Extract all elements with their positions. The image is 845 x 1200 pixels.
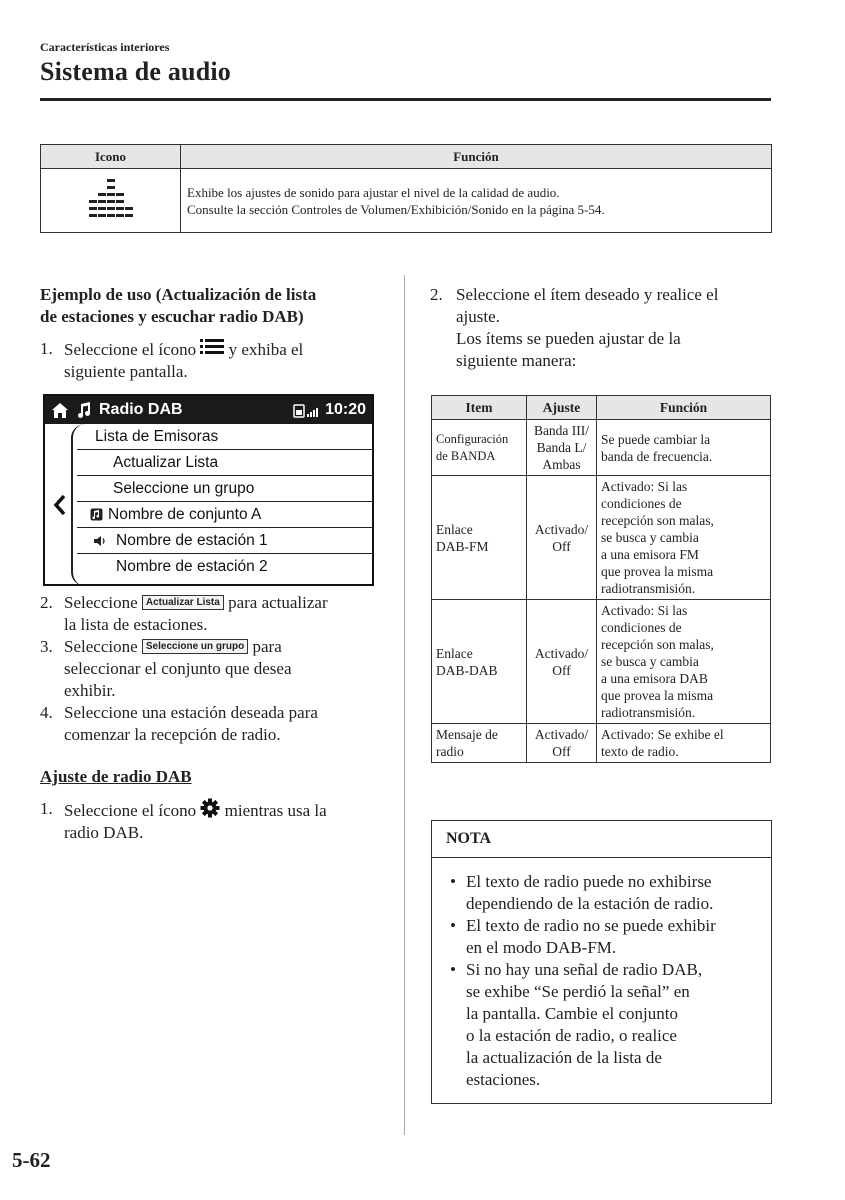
cell-line: Off	[552, 538, 571, 554]
cell-line: Activado: Si las	[601, 603, 688, 618]
cell-line: que provea la misma	[601, 564, 714, 579]
step-3	[40, 636, 380, 702]
adjust-cell	[527, 724, 597, 763]
cell-line: texto de radio.	[601, 744, 679, 759]
function-text-line-2: Consulte la sección Controles de Volumen/Exhibición/Sonido en la página 5-54.	[187, 201, 605, 217]
list-item-select-group[interactable]	[77, 476, 372, 502]
function-column-header: Función	[181, 145, 772, 169]
function-text-line-1: Exhibe los ajustes de sonido para ajustar el nivel de la calidad de audio.	[187, 184, 560, 200]
note-line: la actualización de la lista de	[466, 1048, 662, 1067]
equalizer-icon	[87, 177, 135, 221]
step-text: Seleccione el ítem deseado y realice el	[456, 285, 719, 304]
note-list	[448, 871, 761, 1091]
cell-line: Activado: Se exhibe el	[601, 727, 724, 742]
list-item-label: Lista de Emisoras	[95, 427, 219, 445]
step-text: y exhiba el	[228, 340, 304, 359]
title-divider	[40, 98, 771, 101]
cell-line: radiotransmisión.	[601, 581, 696, 596]
section-label: Características interiores	[40, 40, 170, 54]
note-line: la pantalla. Cambie el conjunto	[466, 1004, 678, 1023]
cell-line: radiotransmisión.	[601, 705, 696, 720]
gear-icon	[200, 798, 220, 818]
right-column	[430, 284, 772, 372]
bullet: •	[450, 872, 456, 891]
function-cell	[597, 476, 771, 600]
list-item-ensemble[interactable]	[77, 502, 372, 528]
step-text: Los ítems se pueden ajustar de la	[456, 329, 681, 348]
note-line: estaciones.	[466, 1070, 541, 1089]
function-cell	[181, 169, 772, 233]
step-1	[40, 338, 380, 383]
item-cell	[432, 476, 527, 600]
step-text: ajuste.	[456, 307, 500, 326]
screen-header	[45, 396, 372, 424]
step-text: Seleccione el ícono	[64, 340, 197, 359]
list-item-update[interactable]	[77, 450, 372, 476]
column-divider	[404, 275, 405, 1135]
cell-line: Off	[552, 744, 571, 759]
update-list-button: Actualizar Lista	[142, 595, 224, 610]
chevron-left-icon	[53, 494, 67, 516]
table-row	[432, 476, 771, 600]
step-number: 1.	[40, 799, 53, 818]
cell-line: Configuración	[436, 431, 509, 446]
step-text: Seleccione una estación deseada para	[64, 703, 318, 722]
step-text: la lista de estaciones.	[64, 615, 208, 634]
list-item-station-1[interactable]	[77, 528, 372, 554]
table-row	[432, 600, 771, 724]
note-item	[448, 915, 761, 959]
adjust-cell	[527, 420, 597, 476]
cell-line: de BANDA	[436, 448, 496, 463]
cell-line: Mensaje de	[436, 727, 498, 742]
example-heading-line-2: de estaciones y escuchar radio DAB)	[40, 307, 304, 326]
radio-dab-screen	[43, 394, 374, 586]
table-row	[432, 420, 771, 476]
signal-icon	[293, 402, 321, 418]
item-cell	[432, 420, 527, 476]
function-cell	[597, 420, 771, 476]
item-cell	[432, 600, 527, 724]
home-icon	[51, 402, 69, 419]
cell-line: Enlace	[436, 521, 473, 537]
item-cell	[432, 724, 527, 763]
step-text: siguiente pantalla.	[64, 362, 188, 381]
list-item-label: Nombre de estación 1	[116, 531, 268, 549]
cell-line: Banda L/	[536, 440, 587, 455]
cell-line: que provea la misma	[601, 688, 714, 703]
step-number: 4.	[40, 703, 53, 722]
cell-line: Activado/	[534, 645, 589, 661]
left-column-steps	[40, 592, 380, 844]
cell-line: Off	[552, 662, 571, 678]
cell-line: DAB-DAB	[436, 662, 498, 678]
bullet: •	[450, 916, 456, 935]
list-item-station-2[interactable]	[77, 554, 372, 580]
note-line: o la estación de radio, o realice	[466, 1026, 677, 1045]
cell-line: condiciones de	[601, 620, 682, 635]
music-note-icon	[77, 402, 91, 418]
item-column-header: Item	[432, 396, 527, 420]
screen-title: Radio DAB	[99, 401, 183, 418]
step-2	[40, 592, 380, 636]
adjust-heading: Ajuste de radio DAB	[40, 767, 192, 786]
cell-line: banda de frecuencia.	[601, 448, 713, 464]
ensemble-icon	[87, 508, 105, 521]
right-step-2	[430, 284, 772, 372]
step-text: seleccionar el conjunto que desea	[64, 659, 292, 678]
cell-line: Activado: Si las	[601, 479, 688, 494]
cell-line: a una emisora FM	[601, 547, 699, 562]
step-4	[40, 702, 380, 746]
step-text: siguiente manera:	[456, 351, 577, 370]
table-row	[432, 724, 771, 763]
adjust-column-header: Ajuste	[527, 396, 597, 420]
step-text: radio DAB.	[64, 823, 144, 842]
step-text: Seleccione	[64, 637, 138, 656]
step-text: comenzar la recepción de radio.	[64, 725, 281, 744]
step-text: para actualizar	[228, 593, 328, 612]
adjust-step-1	[40, 798, 380, 844]
note-box	[431, 820, 772, 1104]
list-icon	[200, 338, 224, 356]
note-line: se exhibe “Se perdió la señal” en	[466, 982, 690, 1001]
note-line: El texto de radio puede no exhibirse	[466, 872, 712, 891]
step-text: exhibir.	[64, 681, 116, 700]
bullet: •	[450, 960, 456, 979]
settings-table	[431, 395, 771, 763]
step-number: 2.	[40, 593, 53, 612]
cell-line: recepción son malas,	[601, 513, 714, 528]
cell-line: Ambas	[542, 457, 581, 472]
cell-line: Banda III/	[533, 423, 590, 438]
icon-cell	[41, 169, 181, 233]
list-item-label: Nombre de conjunto A	[108, 505, 262, 523]
cell-line: se busca y cambia	[601, 530, 699, 545]
note-line: dependiendo de la estación de radio.	[466, 894, 714, 913]
step-text: mientras usa la	[224, 801, 327, 820]
step-text: Seleccione	[64, 593, 138, 612]
cell-line: condiciones de	[601, 496, 682, 511]
cell-line: Activado/	[534, 727, 589, 742]
cell-line: Activado/	[534, 521, 589, 537]
function-cell	[597, 724, 771, 763]
screen-clock: 10:20	[325, 401, 366, 418]
select-group-button: Seleccione un grupo	[142, 639, 248, 654]
icon-function-table	[40, 144, 772, 233]
adjust-cell	[527, 600, 597, 724]
note-title: NOTA	[432, 821, 771, 858]
note-line: Si no hay una señal de radio DAB,	[466, 960, 703, 979]
note-line: El texto de radio no se puede exhibir	[466, 916, 716, 935]
speaker-icon	[87, 535, 113, 547]
list-item-label: Nombre de estación 2	[116, 558, 268, 575]
cell-line: Enlace	[436, 645, 473, 661]
list-item-stations[interactable]	[77, 424, 372, 450]
example-heading	[40, 284, 380, 328]
cell-line: DAB-FM	[436, 538, 489, 554]
function-column-header: Función	[597, 396, 771, 420]
cell-line: se busca y cambia	[601, 654, 699, 669]
step-number: 3.	[40, 637, 53, 656]
cell-line: recepción son malas,	[601, 637, 714, 652]
note-item	[448, 871, 761, 915]
function-cell	[597, 600, 771, 724]
screen-list	[77, 424, 372, 580]
step-number: 1.	[40, 339, 53, 358]
cell-line: Se puede cambiar la	[601, 431, 711, 447]
cell-line: a una emisora DAB	[601, 671, 708, 686]
example-heading-line-1: Ejemplo de uso (Actualización de lista	[40, 285, 317, 304]
left-column	[40, 284, 380, 383]
note-line: en el modo DAB-FM.	[466, 938, 617, 957]
step-number: 2.	[430, 285, 443, 304]
step-text: para	[252, 637, 282, 656]
list-item-label: Actualizar Lista	[113, 453, 219, 471]
list-item-label: Seleccione un grupo	[113, 479, 255, 497]
page-number: 5-62	[12, 1148, 51, 1172]
note-item	[448, 959, 761, 1091]
page-title: Sistema de audio	[40, 57, 232, 86]
cell-line: radio	[436, 744, 464, 759]
adjust-cell	[527, 476, 597, 600]
step-text: Seleccione el ícono	[64, 801, 197, 820]
icon-column-header: Icono	[41, 145, 181, 169]
